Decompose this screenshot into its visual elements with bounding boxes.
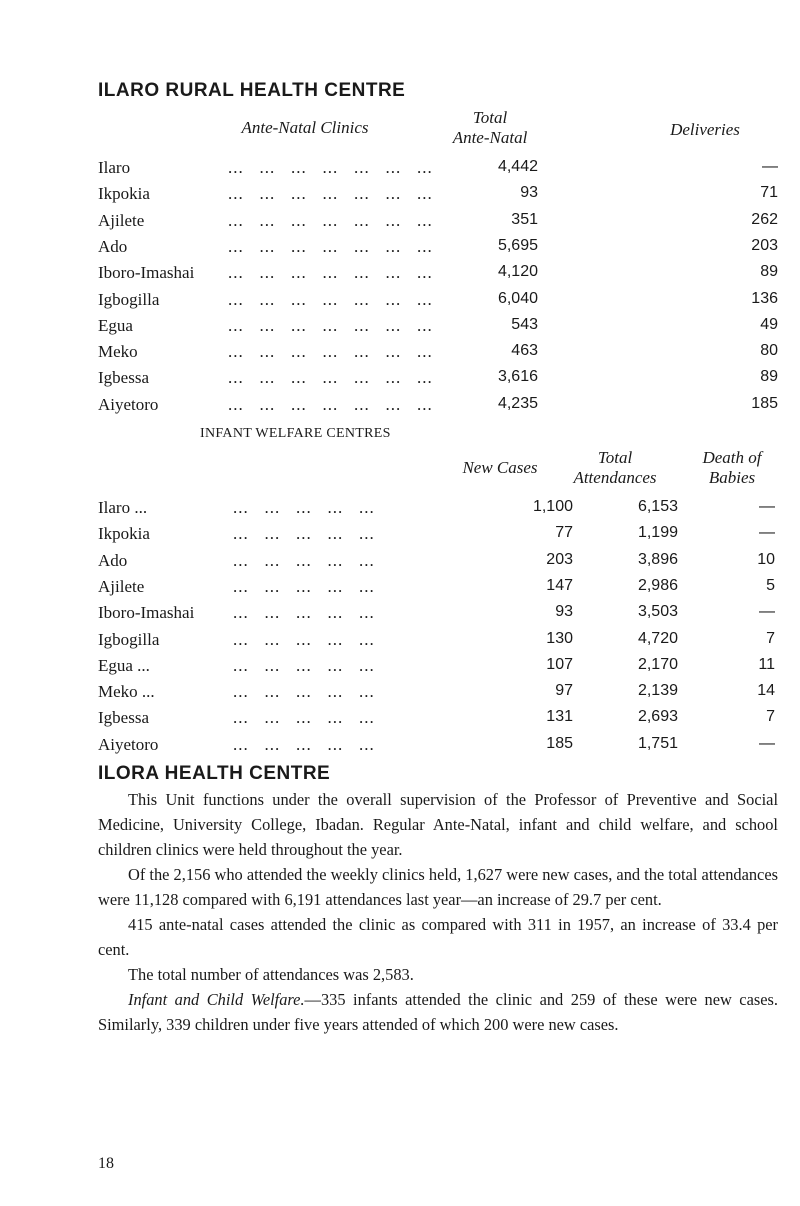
leader-dots: ... ... ... ... ...	[233, 524, 375, 544]
total-attendances-header	[545, 448, 685, 488]
clinic-name: Ado	[98, 236, 128, 256]
table-row	[98, 708, 778, 734]
total-attendances-value: 1,199	[637, 524, 678, 542]
deliveries-value: 185	[751, 394, 778, 412]
leader-dots: ... ... ... ... ... ... ...	[228, 315, 433, 335]
paragraph-2: Of the 2,156 who attended the weekly clinics held, 1,627 were new cases, and the total attendances were 11,128 compared with 6,191 attendances last year—an increase of 29.7 per cent.	[98, 865, 778, 909]
new-cases-value: 130	[546, 629, 573, 647]
total-antenatal-value: 4,120	[497, 263, 538, 281]
leader-dots: ... ... ... ... ... ... ...	[228, 263, 433, 283]
leader-dots: ... ... ... ... ...	[233, 708, 375, 728]
clinic-name: Egua	[98, 315, 133, 335]
centre-name: Ikpokia	[98, 524, 150, 544]
new-cases-value: 107	[546, 655, 573, 673]
total-antenatal-value: 463	[511, 342, 538, 360]
total-attendances-value: 6,153	[637, 498, 678, 515]
ilaro-heading: ILARO RURAL HEALTH CENTRE	[98, 80, 406, 101]
clinic-name: Ajilete	[98, 210, 145, 230]
clinic-name: Meko	[98, 342, 138, 362]
death-of-babies-header	[672, 448, 792, 488]
total-antenatal-value: 5,695	[497, 236, 538, 254]
total-attendances-header-line1: Total	[597, 448, 633, 467]
centre-name: Ilaro ...	[98, 498, 148, 517]
total-antenatal-value: 543	[511, 315, 538, 333]
table-row	[98, 237, 778, 263]
new-cases-value: 131	[546, 708, 573, 726]
deliveries-value: —	[762, 158, 778, 175]
paragraph-5-lead: Infant and Child Welfare.	[128, 990, 305, 1009]
ilora-heading: ILORA HEALTH CENTRE	[98, 763, 331, 784]
deliveries-value: 136	[751, 289, 778, 307]
table-row	[98, 290, 778, 316]
leader-dots: ... ... ... ... ... ... ...	[228, 210, 433, 230]
table-row	[98, 498, 778, 524]
deliveries-header: Deliveries	[670, 120, 740, 139]
new-cases-header: New Cases	[462, 458, 538, 477]
new-cases-value: 77	[555, 524, 573, 542]
antenatal-clinics-header: Ante-Natal Clinics	[241, 118, 369, 137]
deliveries-value: 89	[760, 263, 778, 281]
leader-dots: ... ... ... ... ...	[233, 629, 375, 649]
death-of-babies-value: —	[759, 524, 775, 542]
new-cases-value: 1,100	[532, 498, 573, 515]
total-antenatal-header-line2: Ante-Natal	[452, 128, 528, 147]
paragraph-5	[98, 987, 778, 1037]
leader-dots: ... ... ... ... ... ... ...	[228, 342, 433, 362]
deliveries-value: 71	[760, 184, 778, 202]
total-attendances-value: 3,503	[637, 603, 678, 621]
centre-name: Ado	[98, 550, 128, 570]
total-antenatal-value: 93	[520, 184, 538, 202]
paragraph-1: This Unit functions under the overall supervision of the Professor of Preventive and Social Medicine, University College, Ibadan. Regular Ante-Natal, infant and child welfare, and school children clinics were held throughout the year.	[98, 790, 778, 859]
centre-name: Egua ...	[98, 655, 150, 675]
clinic-name: Igbessa	[98, 368, 149, 388]
table-row	[98, 158, 778, 184]
leader-dots: ... ... ... ... ... ... ...	[228, 236, 433, 256]
page-number: 18	[98, 1155, 114, 1172]
clinic-name: Ilaro	[98, 158, 131, 177]
table-row	[98, 682, 778, 708]
paragraph-4: The total number of attendances was 2,583.	[128, 965, 414, 984]
total-antenatal-value: 3,616	[497, 368, 538, 386]
new-cases-value: 147	[546, 576, 573, 594]
total-antenatal-value: 6,040	[497, 289, 538, 307]
paragraph-3: 415 ante-natal cases attended the clinic as compared with 311 in 1957, an increase of 33.4 per cent.	[98, 915, 778, 959]
death-of-babies-value: 10	[757, 550, 775, 568]
death-of-babies-value: 5	[766, 576, 775, 594]
clinic-name: Iboro-Imashai	[98, 263, 195, 283]
deliveries-value: 262	[751, 210, 778, 228]
centre-name: Ajilete	[98, 576, 145, 596]
table-row	[98, 524, 778, 550]
table-row	[98, 577, 778, 603]
infant-welfare-heading: INFANT WELFARE CENTRES	[200, 426, 391, 441]
death-of-babies-value: —	[759, 734, 775, 752]
total-attendances-value: 2,986	[637, 576, 678, 594]
leader-dots: ... ... ... ... ... ... ...	[228, 158, 433, 177]
total-antenatal-header	[420, 108, 560, 148]
table-row	[98, 263, 778, 289]
deliveries-value: 49	[760, 315, 778, 333]
new-cases-value: 97	[555, 682, 573, 700]
total-attendances-header-line2: Attendances	[573, 468, 657, 487]
ilora-body	[98, 787, 778, 1037]
deliveries-value: 89	[760, 368, 778, 386]
table-row	[98, 211, 778, 237]
death-of-babies-value: 14	[757, 682, 775, 700]
leader-dots: ... ... ... ... ... ... ...	[228, 394, 433, 414]
death-of-babies-value: 7	[766, 708, 775, 726]
total-attendances-value: 2,693	[637, 708, 678, 726]
table-row	[98, 342, 778, 368]
leader-dots: ... ... ... ... ...	[233, 550, 375, 570]
clinic-name: Aiyetoro	[98, 394, 159, 414]
table-row	[98, 630, 778, 656]
leader-dots: ... ... ... ... ...	[233, 655, 375, 675]
deliveries-value: 203	[751, 236, 778, 254]
leader-dots: ... ... ... ... ... ... ...	[228, 368, 433, 388]
total-attendances-value: 2,170	[637, 655, 678, 673]
clinic-name: Ikpokia	[98, 184, 150, 204]
total-attendances-value: 2,139	[637, 682, 678, 700]
table-row	[98, 316, 778, 342]
total-antenatal-value: 4,442	[497, 158, 538, 175]
leader-dots: ... ... ... ... ... ... ...	[228, 289, 433, 309]
death-of-babies-header-line2: Babies	[708, 468, 756, 487]
table-row	[98, 184, 778, 210]
leader-dots: ... ... ... ... ...	[233, 576, 375, 596]
new-cases-value: 185	[546, 734, 573, 752]
total-antenatal-header-line1: Total	[472, 108, 508, 127]
total-attendances-value: 4,720	[637, 629, 678, 647]
death-of-babies-header-line1: Death of	[702, 448, 762, 467]
centre-name: Igbessa	[98, 708, 149, 728]
death-of-babies-value: 11	[758, 655, 775, 673]
table-row	[98, 656, 778, 682]
leader-dots: ... ... ... ... ...	[233, 603, 375, 623]
centre-name: Meko ...	[98, 682, 155, 702]
table-row	[98, 395, 778, 421]
total-attendances-value: 1,751	[637, 734, 678, 752]
centre-name: Igbogilla	[98, 629, 160, 649]
table-row	[98, 551, 778, 577]
table-row	[98, 368, 778, 394]
clinic-name: Igbogilla	[98, 289, 160, 309]
death-of-babies-value: 7	[766, 629, 775, 647]
deliveries-value: 80	[760, 342, 778, 360]
leader-dots: ... ... ... ... ...	[233, 682, 375, 702]
table-row	[98, 735, 778, 761]
total-antenatal-value: 351	[511, 210, 538, 228]
death-of-babies-value: —	[759, 603, 775, 621]
total-attendances-value: 3,896	[637, 550, 678, 568]
total-antenatal-value: 4,235	[497, 394, 538, 412]
centre-name: Iboro-Imashai	[98, 603, 195, 623]
centre-name: Aiyetoro	[98, 734, 159, 754]
death-of-babies-value: —	[759, 498, 775, 515]
new-cases-value: 93	[555, 603, 573, 621]
paragraph-5-rest: —335 infants attended the clinic and 259 of these were new cases. Similarly, 339 children under five years attended of which 200 were new cases.	[98, 990, 778, 1034]
table-row	[98, 603, 778, 629]
new-cases-value: 203	[546, 550, 573, 568]
leader-dots: ... ... ... ... ...	[233, 498, 375, 517]
leader-dots: ... ... ... ... ... ... ...	[228, 184, 433, 204]
leader-dots: ... ... ... ... ...	[233, 734, 375, 754]
